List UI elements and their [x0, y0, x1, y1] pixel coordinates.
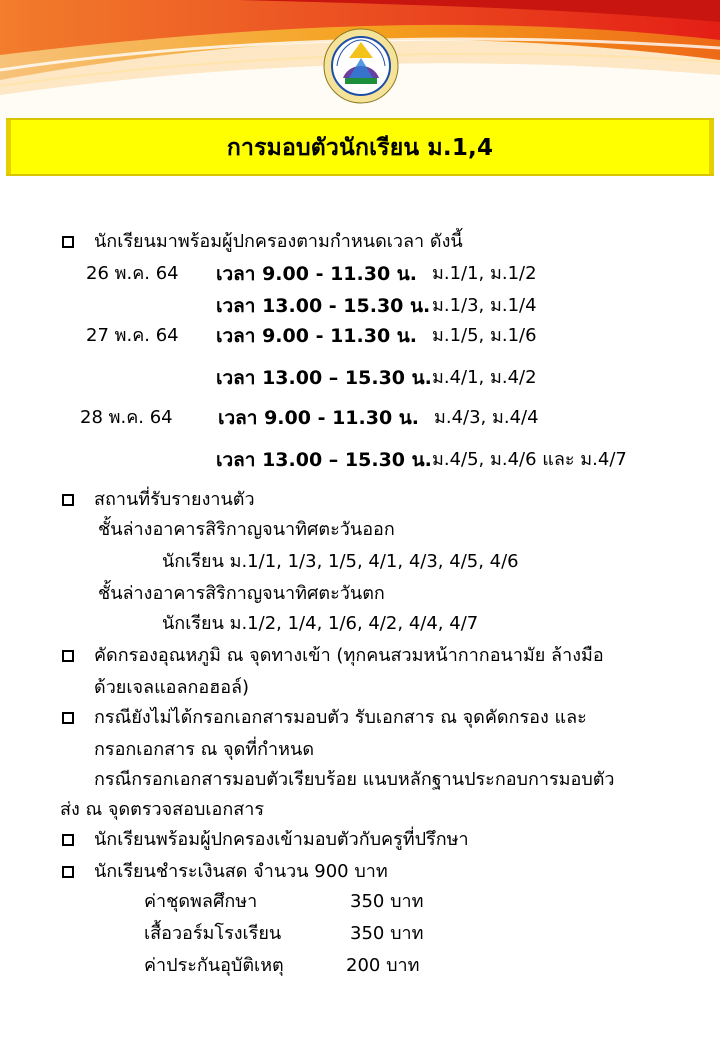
schedule-date: 26 พ.ค. 64: [86, 263, 179, 284]
checkbox-bullet-icon: [62, 866, 74, 878]
page-title: การมอบตัวนักเรียน ม.1,4: [226, 135, 494, 161]
location-heading: สถานที่รับรายงานตัว: [94, 489, 255, 510]
checkbox-bullet-icon: [62, 712, 74, 724]
schedule-date: 27 พ.ค. 64: [86, 325, 179, 346]
checkbox-bullet-icon: [62, 236, 74, 248]
schedule-classes: ม.1/1, ม.1/2: [432, 263, 537, 284]
checkbox-bullet-icon: [62, 650, 74, 662]
schedule-date: 28 พ.ค. 64: [80, 407, 173, 428]
schedule-time: เวลา 9.00 - 11.30 น.: [216, 263, 418, 285]
schedule-classes: ม.4/5, ม.4/6 และ ม.4/7: [432, 449, 627, 470]
fee-amount: 350 บาท: [350, 923, 424, 944]
fee-label: เสื้อวอร์มโรงเรียน: [144, 923, 282, 944]
fee-label: ค่าประกันอุบัติเหตุ: [144, 955, 284, 976]
checkbox-bullet-icon: [62, 834, 74, 846]
screening-text-cont: ด้วยเจลแอลกอฮอล์): [94, 677, 250, 698]
documents-complete-text-cont: ส่ง ณ จุดตรวจสอบเอกสาร: [60, 799, 265, 820]
schedule-time: เวลา 9.00 - 11.30 น.: [216, 325, 418, 347]
fee-amount: 200 บาท: [346, 955, 420, 976]
location-west-students: นักเรียน ม.1/2, 1/4, 1/6, 4/2, 4/4, 4/7: [162, 613, 479, 634]
schedule-classes: ม.1/3, ม.1/4: [432, 295, 537, 316]
payment-text: นักเรียนชำระเงินสด จำนวน 900 บาท: [94, 861, 388, 882]
location-west: ชั้นล่างอาคารสิริกาญจนาทิศตะวันตก: [98, 583, 385, 604]
schedule-classes: ม.1/5, ม.1/6: [432, 325, 537, 346]
fee-amount: 350 บาท: [350, 891, 424, 912]
schedule-time: เวลา 13.00 – 15.30 น.: [216, 449, 432, 471]
location-east-students: นักเรียน ม.1/1, 1/3, 1/5, 4/1, 4/3, 4/5, 4/6: [162, 551, 519, 572]
schedule-time: เวลา 13.00 – 15.30 น.: [216, 367, 432, 389]
advisor-text: นักเรียนพร้อมผู้ปกครองเข้ามอบตัวกับครูที่ปรึกษา: [94, 829, 469, 850]
location-east: ชั้นล่างอาคารสิริกาญจนาทิศตะวันออก: [98, 519, 395, 540]
schedule-time: เวลา 13.00 - 15.30 น.: [216, 295, 431, 317]
fee-label: ค่าชุดพลศึกษา: [144, 891, 258, 912]
checkbox-bullet-icon: [62, 494, 74, 506]
schedule-classes: ม.4/1, ม.4/2: [432, 367, 537, 388]
documents-text-cont: กรอกเอกสาร ณ จุดที่กำหนด: [94, 739, 315, 760]
documents-complete-text: กรณีกรอกเอกสารมอบตัวเรียบร้อย แนบหลักฐานประกอบการมอบตัว: [94, 769, 615, 790]
schedule-heading: นักเรียนมาพร้อมผู้ปกครองตามกำหนดเวลา ดังนี้: [94, 231, 463, 252]
schedule-time: เวลา 9.00 - 11.30 น.: [218, 407, 420, 429]
schedule-classes: ม.4/3, ม.4/4: [434, 407, 539, 428]
screening-text: คัดกรองอุณหภูมิ ณ จุดทางเข้า (ทุกคนสวมหน้ากากอนามัย ล้างมือ: [94, 645, 604, 666]
documents-text: กรณียังไม่ได้กรอกเอกสารมอบตัว รับเอกสาร ณ จุดคัดกรอง และ: [94, 707, 587, 728]
